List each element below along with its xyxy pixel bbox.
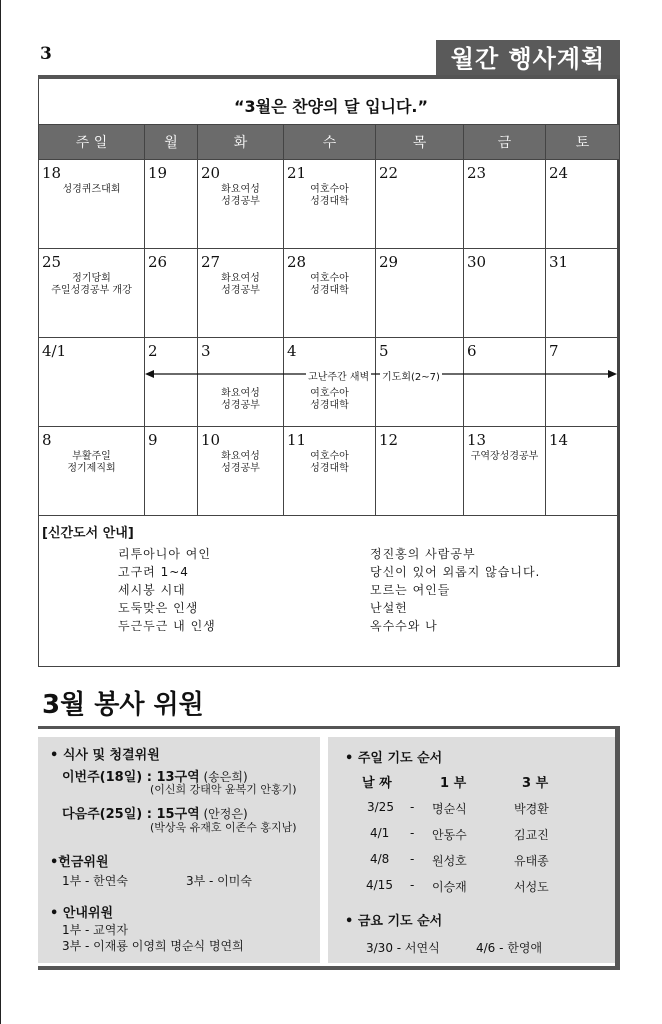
day-cell bbox=[546, 427, 620, 516]
day-cell bbox=[284, 249, 376, 338]
cleaning-title: • 식사 및 청결위원 bbox=[50, 748, 160, 763]
day-number: 25 bbox=[42, 253, 62, 271]
day-cell bbox=[145, 249, 198, 338]
day-event: 구역장성경공부 bbox=[470, 451, 539, 462]
prayer-3: 유태종 bbox=[514, 854, 549, 868]
book-item: 고구려 1~4 bbox=[118, 565, 189, 579]
day-number: 21 bbox=[287, 164, 307, 182]
week-row bbox=[39, 249, 620, 338]
prayer-header-3: 3 부 bbox=[522, 776, 549, 791]
day-cell bbox=[39, 427, 145, 516]
day-number: 19 bbox=[148, 164, 168, 182]
section-rule bbox=[38, 726, 620, 729]
book-item: 정진홍의 사람공부 bbox=[370, 547, 476, 561]
day-cell bbox=[464, 338, 546, 427]
offering-title: •헌금위원 bbox=[50, 855, 109, 870]
friday-prayer-title: • 금요 기도 순서 bbox=[345, 914, 443, 929]
next-week-members: (박상욱 유재호 이존수 홍지남) bbox=[150, 821, 297, 834]
day-event: 여호수아 성경대학 bbox=[310, 388, 349, 411]
prayer-3: 박경환 bbox=[514, 802, 549, 816]
day-number: 9 bbox=[148, 431, 158, 449]
day-number: 14 bbox=[549, 431, 569, 449]
day-number: 13 bbox=[467, 431, 487, 449]
prayer-date: 4/1 bbox=[370, 826, 390, 840]
day-number: 4 bbox=[287, 342, 297, 360]
day-event: 성경퀴즈대회 bbox=[62, 184, 121, 195]
weekday-mon: 월 bbox=[145, 125, 198, 160]
weekday-tue: 화 bbox=[198, 125, 284, 160]
book-item: 도둑맞은 인생 bbox=[118, 601, 199, 615]
day-event: 화요여성 성경공부 bbox=[221, 184, 260, 207]
day-event: 여호수아 성경대학 bbox=[310, 451, 349, 474]
day-cell bbox=[376, 249, 464, 338]
weekday-sat: 토 bbox=[546, 125, 620, 160]
day-cell bbox=[39, 338, 145, 427]
day-number: 24 bbox=[549, 164, 569, 182]
service-title: 3월 봉사 위원 bbox=[42, 690, 204, 720]
day-cell bbox=[546, 249, 620, 338]
offering-1: 1부 - 한연숙 bbox=[62, 874, 128, 888]
sunday-prayer-title: • 주일 기도 순서 bbox=[345, 751, 443, 766]
day-number: 7 bbox=[549, 342, 559, 360]
day-event: 여호수아 성경대학 bbox=[310, 184, 349, 207]
day-number: 28 bbox=[287, 253, 307, 271]
day-number: 11 bbox=[287, 431, 307, 449]
prayer-dash: - bbox=[410, 826, 415, 840]
prayer-date: 4/8 bbox=[370, 852, 390, 866]
day-cell bbox=[464, 160, 546, 249]
books-title: [신간도서 안내] bbox=[42, 526, 134, 541]
day-number: 20 bbox=[201, 164, 221, 182]
day-number: 12 bbox=[379, 431, 399, 449]
day-number: 22 bbox=[379, 164, 399, 182]
bottom-rule bbox=[38, 966, 620, 970]
day-number: 30 bbox=[467, 253, 487, 271]
day-cell bbox=[145, 427, 198, 516]
book-item: 옥수수와 나 bbox=[370, 619, 438, 633]
day-cell bbox=[546, 160, 620, 249]
page-edge bbox=[0, 0, 1, 1024]
week-row bbox=[39, 160, 620, 249]
next-week-duty: 다음주(25일) : 15구역 (안정은) bbox=[62, 807, 248, 822]
day-event: 화요여성 성경공부 bbox=[221, 388, 260, 411]
day-cell bbox=[376, 160, 464, 249]
day-cell bbox=[284, 427, 376, 516]
day-number: 26 bbox=[148, 253, 168, 271]
day-number: 8 bbox=[42, 431, 52, 449]
day-number: 27 bbox=[201, 253, 221, 271]
day-cell bbox=[546, 338, 620, 427]
book-item: 리투아니아 여인 bbox=[118, 547, 211, 561]
prayer-date: 3/25 bbox=[367, 800, 394, 814]
day-event: 정기당회 주일성경공부 개강 bbox=[51, 273, 132, 296]
day-number: 2 bbox=[148, 342, 158, 360]
prayer-dash: - bbox=[410, 800, 415, 814]
day-event: 화요여성 성경공부 bbox=[221, 273, 260, 296]
day-cell bbox=[198, 338, 284, 427]
day-number: 31 bbox=[549, 253, 569, 271]
day-cell bbox=[464, 427, 546, 516]
book-item: 난설헌 bbox=[370, 601, 408, 615]
header-title: 월간 행사계획 bbox=[436, 40, 620, 78]
prayer-1: 명순식 bbox=[432, 802, 467, 816]
prayer-3: 서성도 bbox=[514, 880, 549, 894]
day-cell bbox=[464, 249, 546, 338]
panel-shadow bbox=[615, 729, 620, 970]
prayer-dash: - bbox=[410, 852, 415, 866]
book-item: 당신이 있어 외롭지 않습니다. bbox=[370, 565, 541, 579]
weekday-wed: 수 bbox=[284, 125, 376, 160]
this-week-duty: 이번주(18일) : 13구역 (송은희) bbox=[62, 770, 248, 785]
book-item: 두근두근 내 인생 bbox=[118, 619, 216, 633]
prayer-1: 안동수 bbox=[432, 828, 467, 842]
day-number: 3 bbox=[201, 342, 211, 360]
day-number: 23 bbox=[467, 164, 487, 182]
usher-1: 1부 - 교역자 bbox=[62, 923, 128, 937]
prayer-3: 김교진 bbox=[514, 828, 549, 842]
span-event-right: 기도회(2~7) bbox=[380, 368, 442, 383]
weekday-sun: 주 일 bbox=[39, 125, 145, 160]
day-number: 18 bbox=[42, 164, 62, 182]
prayer-dash: - bbox=[410, 878, 415, 892]
day-number: 6 bbox=[467, 342, 477, 360]
usher-title: • 안내위원 bbox=[50, 906, 114, 921]
day-cell bbox=[376, 427, 464, 516]
weekday-header-row bbox=[39, 125, 620, 160]
day-cell bbox=[198, 249, 284, 338]
prayer-header-date: 날 짜 bbox=[362, 776, 392, 791]
day-cell bbox=[39, 249, 145, 338]
prayer-date: 4/15 bbox=[366, 878, 393, 892]
prayer-header-1: 1 부 bbox=[440, 776, 467, 791]
day-cell bbox=[198, 427, 284, 516]
span-event-left: 고난주간 새벽 bbox=[306, 368, 371, 383]
this-week-members: (이신희 강태악 윤복기 안홍기) bbox=[150, 783, 297, 796]
day-cell bbox=[145, 160, 198, 249]
day-cell bbox=[284, 160, 376, 249]
calendar-table bbox=[38, 124, 620, 516]
book-item: 세시봉 시대 bbox=[118, 583, 186, 597]
day-cell bbox=[39, 160, 145, 249]
day-cell bbox=[145, 338, 198, 427]
prayer-1: 원성호 bbox=[432, 854, 467, 868]
day-number: 5 bbox=[379, 342, 389, 360]
weekday-fri: 금 bbox=[464, 125, 546, 160]
week-row bbox=[39, 427, 620, 516]
prayer-1: 이승재 bbox=[432, 880, 467, 894]
day-cell bbox=[198, 160, 284, 249]
page-number: 3 bbox=[40, 44, 52, 64]
offering-3: 3부 - 이미숙 bbox=[186, 874, 252, 888]
weekday-thu: 목 bbox=[376, 125, 464, 160]
slogan: “3월은 찬양의 달 입니다.” bbox=[233, 97, 429, 116]
day-event: 화요여성 성경공부 bbox=[221, 451, 260, 474]
day-number: 4/1 bbox=[42, 342, 67, 360]
friday-prayer-2: 4/6 - 한영애 bbox=[476, 941, 543, 955]
day-event: 여호수아 성경대학 bbox=[310, 273, 349, 296]
day-number: 10 bbox=[201, 431, 221, 449]
friday-prayer-1: 3/30 - 서연식 bbox=[366, 941, 440, 955]
usher-3: 3부 - 이재룡 이영희 명순식 명연희 bbox=[62, 939, 244, 953]
day-number: 29 bbox=[379, 253, 399, 271]
prayer-panel bbox=[328, 737, 615, 963]
book-item: 모르는 여인들 bbox=[370, 583, 451, 597]
day-event: 부활주일 정기제직회 bbox=[67, 451, 116, 474]
